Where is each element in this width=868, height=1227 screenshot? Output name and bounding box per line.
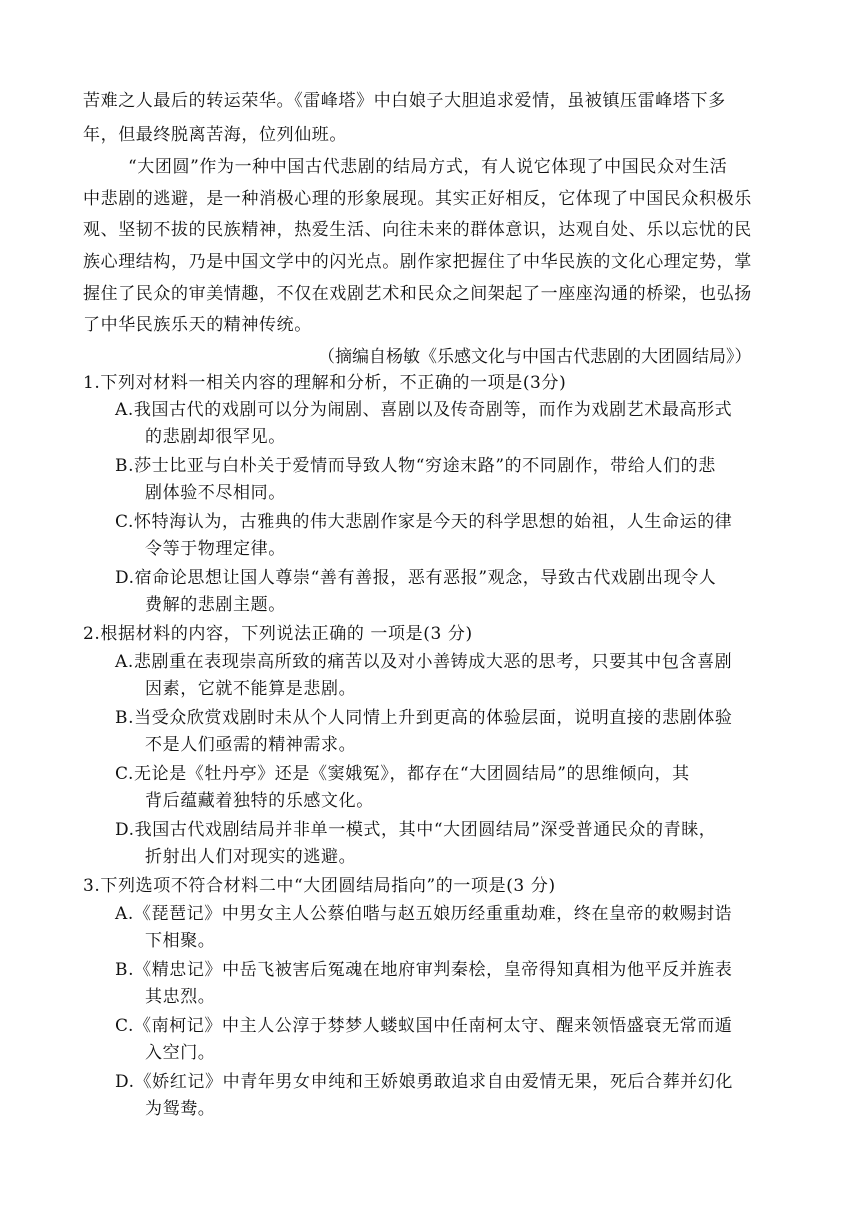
option-line: D.我国古代戏剧结局并非单一模式，其中“大团圆结局”深受普通民众的青睐，: [115, 820, 717, 840]
option-line: 因素，它就不能算是悲剧。: [145, 679, 357, 699]
option-line: C.怀特海认为，古雅典的伟大悲剧作家是今天的科学思想的始祖，人生命运的律: [115, 512, 733, 532]
option-line: 费解的悲剧主题。: [145, 595, 286, 615]
option-line: 不是人们亟需的精神需求。: [145, 735, 357, 755]
question-stem: 3.下列选项不符合材料二中“大团圆结局指向”的一项是(3 分): [83, 876, 556, 896]
option-line: 为鸳鸯。: [145, 1099, 216, 1119]
question-stem: 1.下列对材料一相关内容的理解和分析，不正确的一项是(3分): [83, 373, 567, 393]
option-line: 下相聚。: [145, 931, 216, 951]
passage-line: 苦难之人最后的转运荣华。《雷峰塔》中白娘子大胆追求爱情，虽被镇压雷峰塔下多: [83, 91, 726, 111]
option-line: 其忠烈。: [145, 987, 216, 1007]
option-line: 背后蕴藏着独特的乐感文化。: [145, 791, 374, 811]
passage-line: 年，但最终脱离苦海，位列仙班。: [83, 125, 347, 145]
option-line: 剧体验不尽相同。: [145, 483, 286, 503]
passage-line: “大团圆”作为一种中国古代悲剧的结局方式，有人说它体现了中国民众对生活: [128, 157, 728, 177]
option-line: A.我国古代的戏剧可以分为闹剧、喜剧以及传奇剧等，而作为戏剧艺术最高形式: [115, 400, 733, 420]
passage-line: 中悲剧的逃避，是一种消极心理的形象展现。其实正好相反，它体现了中国民众积极乐: [83, 189, 752, 209]
passage-line: 握住了民众的审美情趣，不仅在戏剧艺术和民众之间架起了一座座沟通的桥梁，也弘扬: [83, 284, 752, 304]
passage-line: 族心理结构，乃是中国文学中的闪光点。剧作家把握住了中华民族的文化心理定势，掌: [83, 252, 752, 272]
option-line: A.《琵琶记》中男女主人公蔡伯喈与赵五娘历经重重劫难，终在皇帝的敕赐封诰: [115, 904, 733, 924]
option-line: D.宿命论思想让国人尊崇“善有善报，恶有恶报”观念，导致古代戏剧出现令人: [115, 568, 717, 588]
option-line: 令等于物理定律。: [145, 539, 286, 559]
option-line: C.《南柯记》中主人公淳于棼梦人蝼蚁国中任南柯太守、醒来领悟盛衰无常而遁: [115, 1016, 733, 1036]
option-line: 折射出人们对现实的逃避。: [145, 847, 357, 867]
passage-line: 观、坚韧不拔的民族精神，热爱生活、向往未来的群体意识，达观自处、乐以忘忧的民: [83, 220, 752, 240]
option-line: B.当受众欣赏戏剧时未从个人同情上升到更高的体验层面，说明直接的悲剧体验: [115, 708, 733, 728]
option-line: B.《精忠记》中岳飞被害后冤魂在地府审判秦桧，皇帝得知真相为他平反并旌表: [115, 960, 733, 980]
option-line: B.莎士比亚与白朴关于爱情而导致人物“穷途末路”的不同剧作，带给人们的悲: [115, 456, 716, 476]
option-line: C.无论是《牡丹亭》还是《窦娥冤》，都存在“大团圆结局”的思维倾向，其: [115, 764, 690, 784]
option-line: A.悲剧重在表现崇高所致的痛苦以及对小善铸成大恶的思考，只要其中包含喜剧: [115, 652, 733, 672]
passage-line: 了中华民族乐天的精神传统。: [83, 315, 312, 335]
question-stem: 2.根据材料的内容，下列说法正确的 一项是(3 分): [83, 624, 473, 644]
option-line: D.《娇红记》中青年男女申纯和王娇娘勇敢追求自由爱情无果，死后合葬并幻化: [115, 1072, 734, 1092]
source-citation: （摘编自杨敏《乐感文化与中国古代悲剧的大团圆结局》）: [318, 347, 752, 367]
option-line: 入空门。: [145, 1043, 216, 1063]
option-line: 的悲剧却很罕见。: [145, 427, 286, 447]
